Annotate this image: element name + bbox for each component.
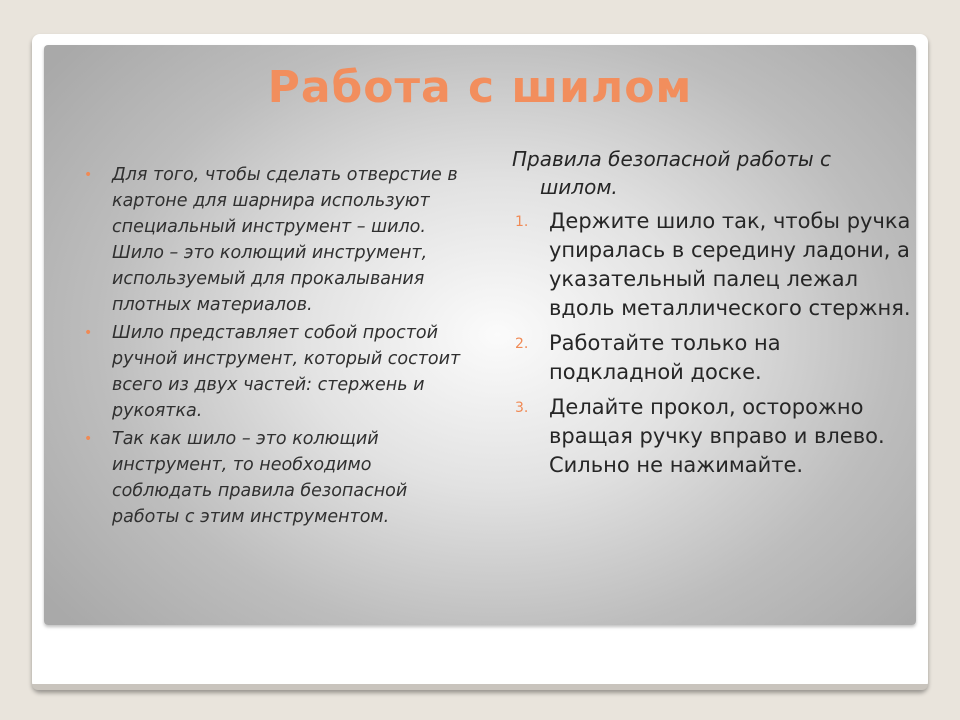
list-item — [84, 426, 469, 530]
bullet-text: Шило представляет собой простой ручной инструмент, который состоит всего из двух частей: стержень и рукоятка. — [112, 323, 461, 421]
rule-number: 1. — [515, 214, 529, 230]
bullet-icon: • — [84, 325, 93, 341]
right-column — [512, 145, 912, 486]
rule-item — [512, 207, 912, 323]
rule-number: 2. — [515, 336, 529, 352]
rules-list — [512, 207, 912, 480]
card-shadow-edge — [32, 684, 928, 690]
rule-text: Работайте только на подкладной доске. — [549, 331, 781, 384]
rules-heading: Правила безопасной работы с шилом. — [512, 147, 831, 199]
bullet-text: Так как шило – это колющий инструмент, то необходимо соблюдать правила безопасной работы с этим инструментом. — [112, 429, 408, 527]
bullet-icon: • — [84, 431, 93, 447]
rule-item — [512, 329, 912, 387]
slide-title: Работа с шилом — [267, 62, 693, 113]
bullet-text: Для того, чтобы сделать отверстие в картоне для шарнира используют специальный инструмент – шило. Шило – это колющий инструмент, используемый для прокалывания плотных материалов. — [112, 165, 458, 315]
list-item — [84, 162, 469, 318]
rule-number: 3. — [515, 400, 529, 416]
rule-text: Держите шило так, чтобы ручка упиралась в середину ладони, а указательный палец лежал вдоль металлического стержня. — [549, 209, 911, 320]
bullet-icon: • — [84, 167, 93, 183]
bullet-list — [84, 162, 469, 530]
rule-text: Делайте прокол, осторожно вращая ручку вправо и влево. Сильно не нажимайте. — [549, 395, 885, 477]
rule-item — [512, 393, 912, 480]
left-column — [84, 162, 469, 532]
list-item — [84, 320, 469, 424]
